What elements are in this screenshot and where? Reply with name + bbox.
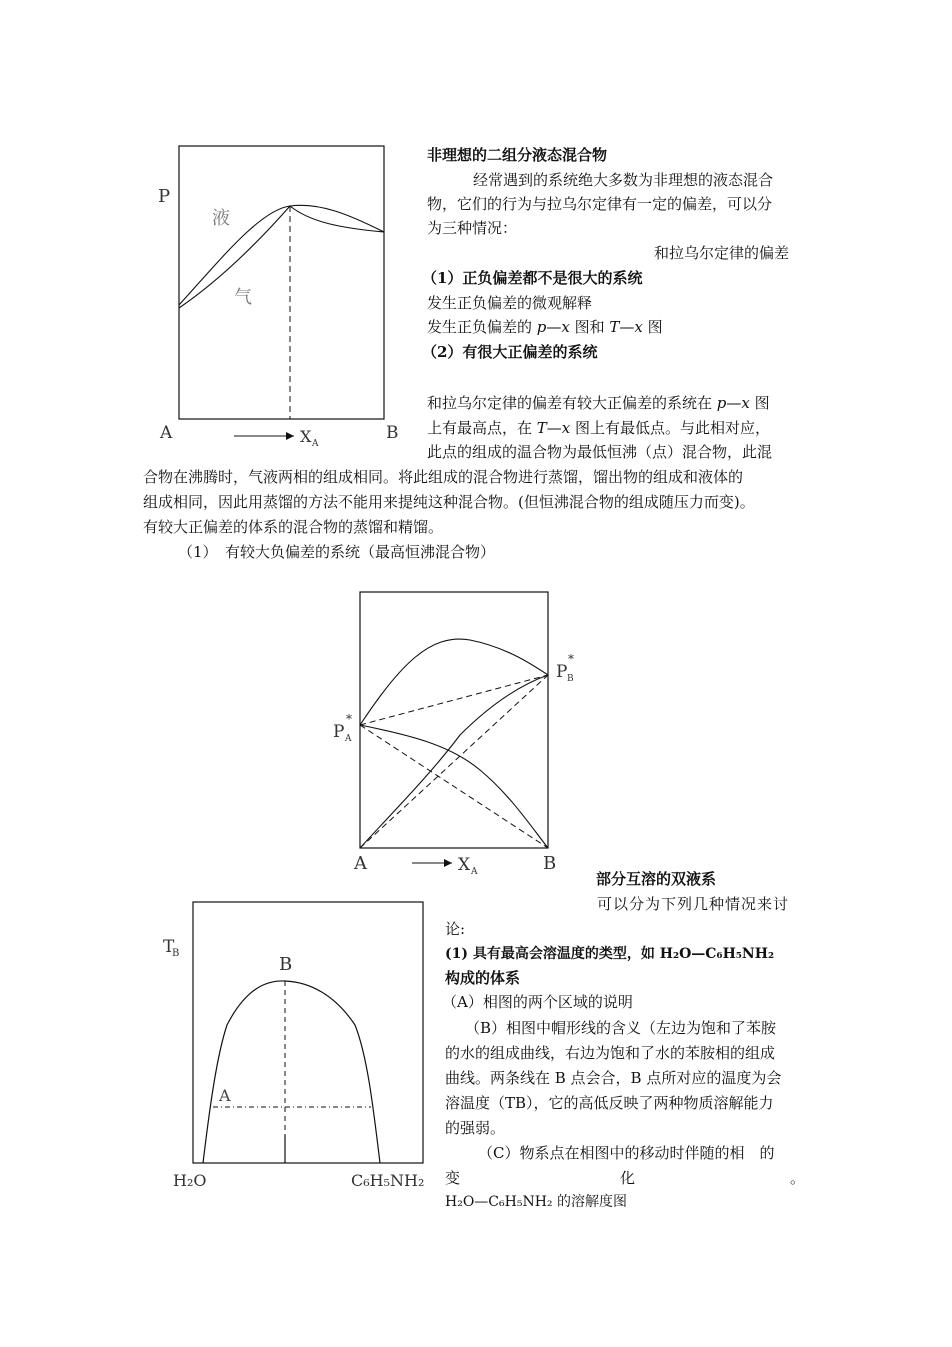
case2-line-3: 此点的组成的温合物为最低恒沸（点）混合物，此混 [427,443,773,461]
fig1-vapor-curve [179,206,384,308]
section2-case1-title-a: (1) 具有最高会溶温度的类型，如 H₂O—C₆H₅NH₂ [445,946,775,962]
figure-solubility-diagram [155,895,430,1195]
fig2-pb-star: * [568,652,574,666]
fig1-y-label: P [158,186,171,207]
case1-line-2-c: 图和 [569,318,610,336]
fig2-pb-label: P [556,662,568,682]
case1-line-2-a: 发生正负偏差的 [427,318,537,336]
fig2-right-label: B [543,853,557,874]
section2-title: 部分互溶的双液系 [596,870,717,888]
fig3-left-label: H₂O [173,1171,207,1190]
case1-line-2-px: p—x [536,318,570,336]
case2-line-1 [427,391,770,415]
fig3-top-label: B [279,954,293,975]
fig1-liquid-label: 液 [212,208,230,229]
fig2-dashed-a-pb [360,675,548,848]
case1-line-2-e: 图 [642,318,663,336]
section2-item-c-line-2-c: 。 [790,1169,806,1187]
section2-case1-title-b: 构成的体系 [445,969,521,987]
fig3-right-label: C₆H₅NH₂ [351,1171,425,1190]
section1-title: 非理想的二组分液态混合物 [427,146,608,164]
fig2-pa-sub: A [345,734,352,744]
full-line-2: 组成相同，因此用蒸馏的方法不能用来提纯这种混合物。(但恒沸混合物的组成随压力而变)。 [143,493,755,511]
fig2-pa-label: P [333,722,345,742]
deviation-heading: 和拉乌尔定律的偏差 [654,244,790,262]
fig2-pa-star: * [346,712,352,726]
section1-intro-line-3: 为三种情况： [427,219,518,237]
fig1-frame [179,146,384,419]
section2-item-b-line-5: 的强弱。 [445,1119,506,1137]
section2-item-b-line-1: （B）相图中帽形线的含义（左边为饱和了苯胺 [465,1019,777,1037]
section2-item-b-line-3: 曲线。两条线在 B 点会合，B 点所对应的温度为会 [445,1069,782,1087]
fig2-x-arrow-sub: A [471,867,478,877]
section2-intro-b: 论: [445,920,466,938]
section2-item-b-line-2: 的水的组成曲线，右边为饱和了水的苯胺相的组成 [445,1044,776,1062]
fig3-point-label: A [219,1086,231,1105]
case1-line-1: 发生正负偏差的微观解释 [427,294,593,312]
fig2-arrow-head-icon [444,859,452,867]
section2-item-a: （A）相图的两个区域的说明 [442,993,633,1011]
fig3-cap-curve [203,981,380,1163]
figure-pressure-composition-positive [150,140,410,455]
case2-line-1-a: 和拉乌尔定律的偏差有较大正偏差的系统在 [427,394,717,412]
section1-intro-line-2: 物，它们的行为与拉乌尔定律有一定的偏差，可以分 [427,195,773,213]
case1-line-2-tx: T—x [609,318,643,336]
fig2-left-label: A [354,853,367,874]
case3-heading: （1） 有较大负偏差的系统（最高恒沸混合物） [178,543,496,561]
fig3-caption: H₂O—C₆H₅NH₂ 的溶解度图 [445,1194,627,1210]
fig1-x-arrow-label: X [300,427,312,446]
fig1-liquid-curve [179,205,384,305]
case2-line-1-c: 图 [749,394,770,412]
case2-line-2-a: 上有最高点，在 [427,419,537,437]
fig3-y-label: T [163,937,175,957]
full-line-1: 合物在沸腾时，气液两相的组成相同。将此组成的混合物进行蒸馏，馏出物的组成和液体的 [143,468,744,486]
fig3-y-sub: B [172,948,180,959]
figure-ideal-pressure-composition [320,585,590,885]
case2-line-2 [427,416,770,440]
case2-line-1-px: p—x [716,394,750,412]
fig2-frame [360,592,548,848]
fig2-pb-sub: B [567,674,574,684]
case2-line-2-c: 图上有最低点。与此相对应， [570,419,771,437]
section2-item-b-line-4: 溶温度（TB），它的高低反映了两种物质溶解能力 [445,1094,774,1112]
case1-title: （1）正负偏差都不是很大的系统 [422,269,643,287]
fig1-left-label: A [160,423,173,443]
section2-intro-a: 可以分为下列几种情况来讨 [597,895,790,913]
fig3-frame [193,902,423,1163]
fig1-right-label: B [386,423,399,443]
section2-item-c-line-2-a: 变 [445,1169,461,1187]
section2-item-c-line-2-b: 化 [620,1169,636,1187]
case2-title: （2）有很大正偏差的系统 [422,343,598,361]
fig1-arrow-head-icon [286,432,294,440]
fig1-x-arrow-sub: A [312,439,319,449]
case1-line-2 [427,315,663,339]
fig2-x-arrow-label: X [458,855,471,875]
section2-item-c-line-1: （C）物系点在相图中的移动时伴随的相 的 [478,1144,775,1162]
case2-line-2-tx: T—x [536,419,571,437]
section1-intro-line-1: 经常遇到的系统绝大多数为非理想的液态混合 [473,171,774,189]
fig2-dashed-pa-pb [360,675,548,725]
full-line-3: 有较大正偏差的体系的混合物的蒸馏和精馏。 [143,518,444,536]
fig1-vapor-label: 气 [234,287,252,308]
